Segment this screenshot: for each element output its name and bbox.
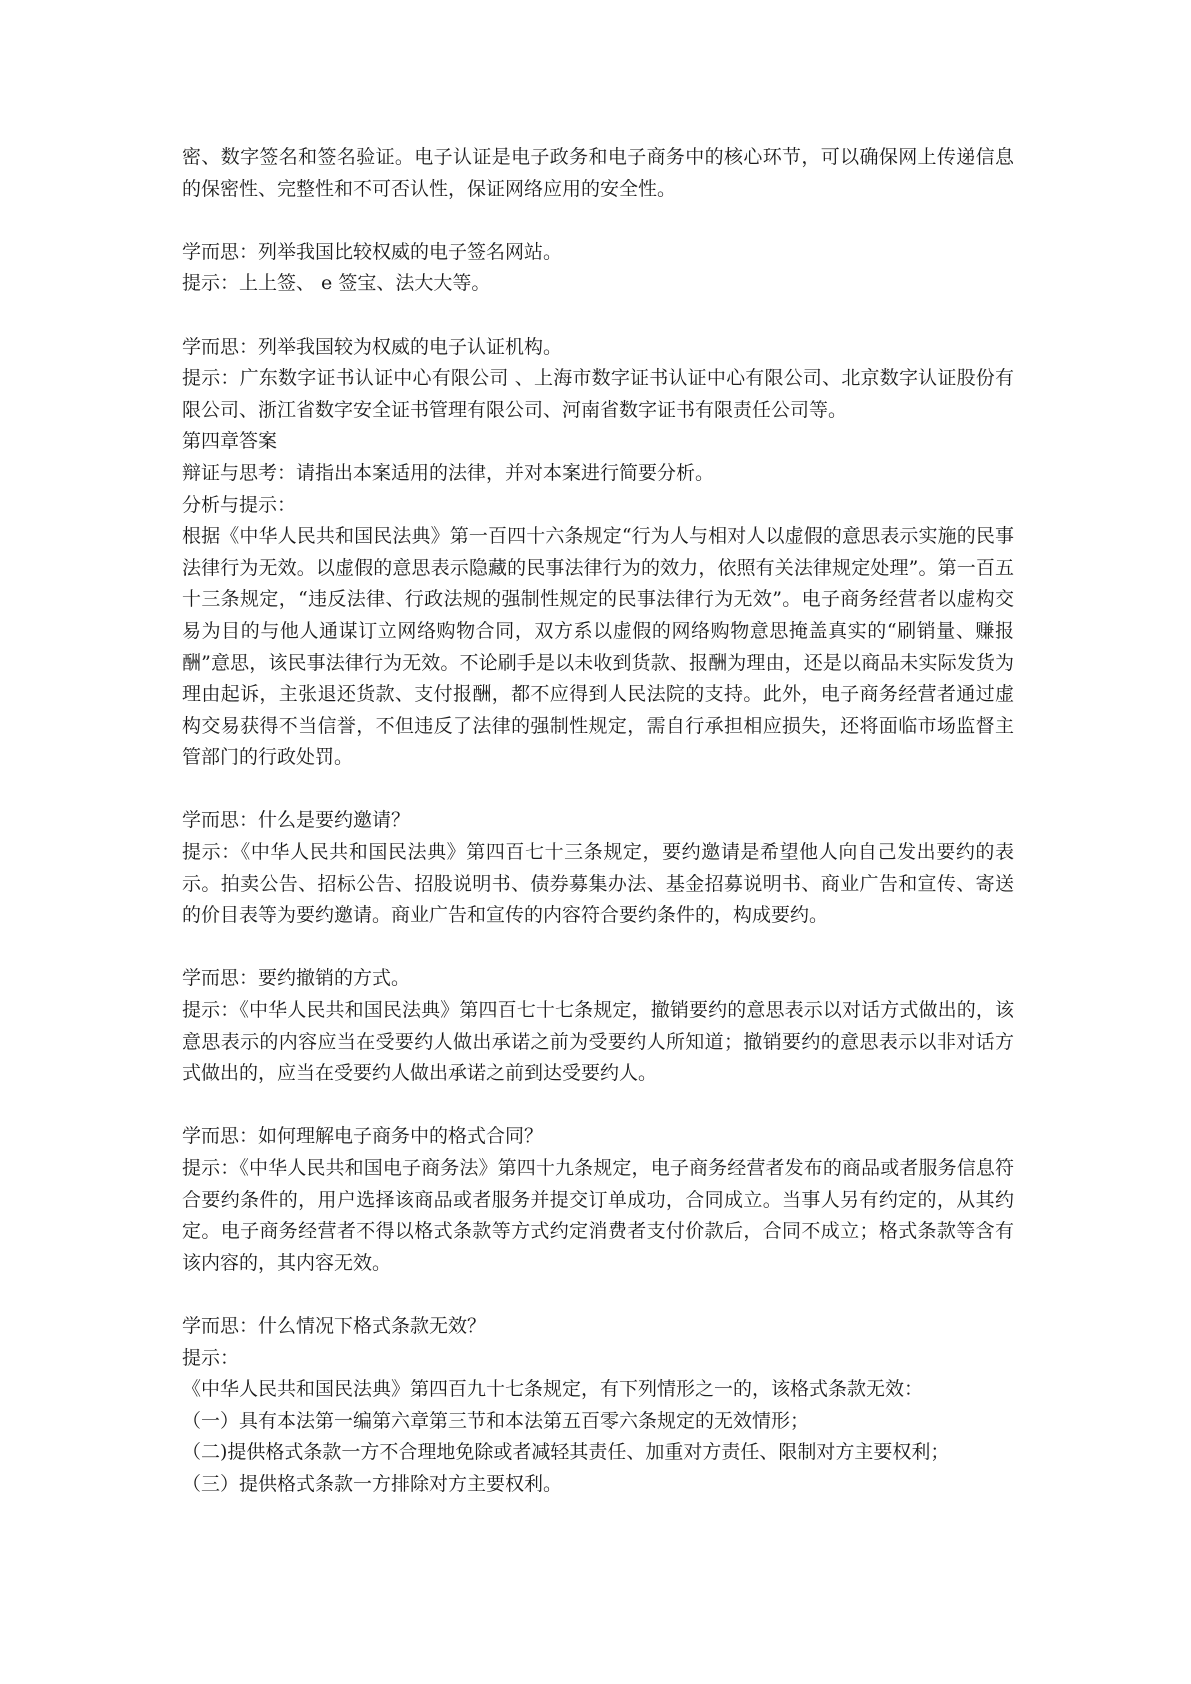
blank-line bbox=[182, 300, 1014, 332]
hint-paragraph: 提示：《中华人民共和国民法典》第四百七十七条规定，撤销要约的意思表示以对话方式做出的，该意思表示的内容应当在受要约人做出承诺之前为受要约人所知道；撤销要约的意思表示以非对话方式做出的，应当在受要约人做出承诺之前到达受要约人。 bbox=[182, 999, 1014, 1085]
document-body bbox=[182, 142, 1014, 1501]
blank-line bbox=[182, 205, 1014, 237]
hint-paragraph: 《中华人民共和国民法典》第四百九十七条规定，有下列情形之一的，该格式条款无效： bbox=[182, 1378, 924, 1401]
question-line: 学而思：列举我国比较权威的电子签名网站。 bbox=[182, 240, 563, 263]
analysis-paragraph: 根据《中华人民共和国民法典》第一百四十六条规定“行为人与相对人以虚假的意思表示实施的民事法律行为无效。以虚假的意思表示隐藏的民事法律行为的效力，依照有关法律规定处理”。第一百五十三条规定，“违反法律、行政法规的强制性规定的民事法律行为无效”。电子商务经营者以虚构交易为目的与他人通谋订立网络购物合同，双方系以虚假的网络购物意思掩盖真实的“刷销量、赚报酬”意思，该民事法律行为无效。不论刷手是以未收到货款、报酬为理由，还是以商品未实际发货为理由起诉，主张退还货款、支付报酬，都不应得到人民法院的支持。此外，电子商务经营者通过虚构交易获得不当信誉，不但违反了法律的强制性规定，需自行承担相应损失，还将面临市场监督主管部门的行政处罚。 bbox=[182, 525, 1014, 769]
list-item: （二)提供格式条款一方不合理地免除或者减轻其责任、加重对方责任、限制对方主要权利； bbox=[182, 1441, 950, 1464]
hint-label: 提示： bbox=[182, 1346, 240, 1369]
blank-line bbox=[182, 1279, 1014, 1311]
blank-line bbox=[182, 1090, 1014, 1122]
chapter-heading: 第四章答案 bbox=[182, 430, 278, 453]
paragraph: 密、数字签名和签名验证。电子认证是电子政务和电子商务中的核心环节，可以确保网上传递信息的保密性、完整性和不可否认性，保证网络应用的安全性。 bbox=[182, 146, 1014, 200]
blank-line bbox=[182, 932, 1014, 964]
question-line: 学而思：什么是要约邀请？ bbox=[182, 809, 411, 832]
list-item: （一）具有本法第一编第六章第三节和本法第五百零六条规定的无效情形； bbox=[182, 1409, 810, 1432]
hint-paragraph: 提示：《中华人民共和国电子商务法》第四十九条规定，电子商务经营者发布的商品或者服务信息符合要约条件的，用户选择该商品或者服务并提交订单成功，合同成立。当事人另有约定的，从其约定。电子商务经营者不得以格式条款等方式约定消费者支付价款后，合同不成立；格式条款等含有该内容的，其内容无效。 bbox=[182, 1157, 1014, 1274]
blank-line bbox=[182, 774, 1014, 806]
question-line: 辩证与思考：请指出本案适用的法律，并对本案进行简要分析。 bbox=[182, 461, 715, 484]
hint-paragraph: 提示：广东数字证书认证中心有限公司 、上海市数字证书认证中心有限公司、北京数字认证股份有限公司、浙江省数字安全证书管理有限公司、河南省数字证书有限责任公司等。 bbox=[182, 367, 1014, 421]
hint-paragraph: 提示：《中华人民共和国民法典》第四百七十三条规定，要约邀请是希望他人向自己发出要约的表示。拍卖公告、招标公告、招股说明书、债券募集办法、基金招募说明书、商业广告和宣传、寄送的价目表等为要约邀请。商业广告和宣传的内容符合要约条件的，构成要约。 bbox=[182, 841, 1014, 927]
question-line: 学而思：列举我国较为权威的电子认证机构。 bbox=[182, 335, 563, 358]
question-line: 学而思：什么情况下格式条款无效？ bbox=[182, 1314, 487, 1337]
list-item: （三）提供格式条款一方排除对方主要权利。 bbox=[182, 1472, 563, 1495]
question-line: 学而思：如何理解电子商务中的格式合同？ bbox=[182, 1125, 544, 1148]
hint-line: 提示：上上签、 e 签宝、法大大等。 bbox=[182, 272, 491, 295]
question-line: 学而思：要约撤销的方式。 bbox=[182, 967, 411, 990]
analysis-label: 分析与提示： bbox=[182, 493, 297, 516]
